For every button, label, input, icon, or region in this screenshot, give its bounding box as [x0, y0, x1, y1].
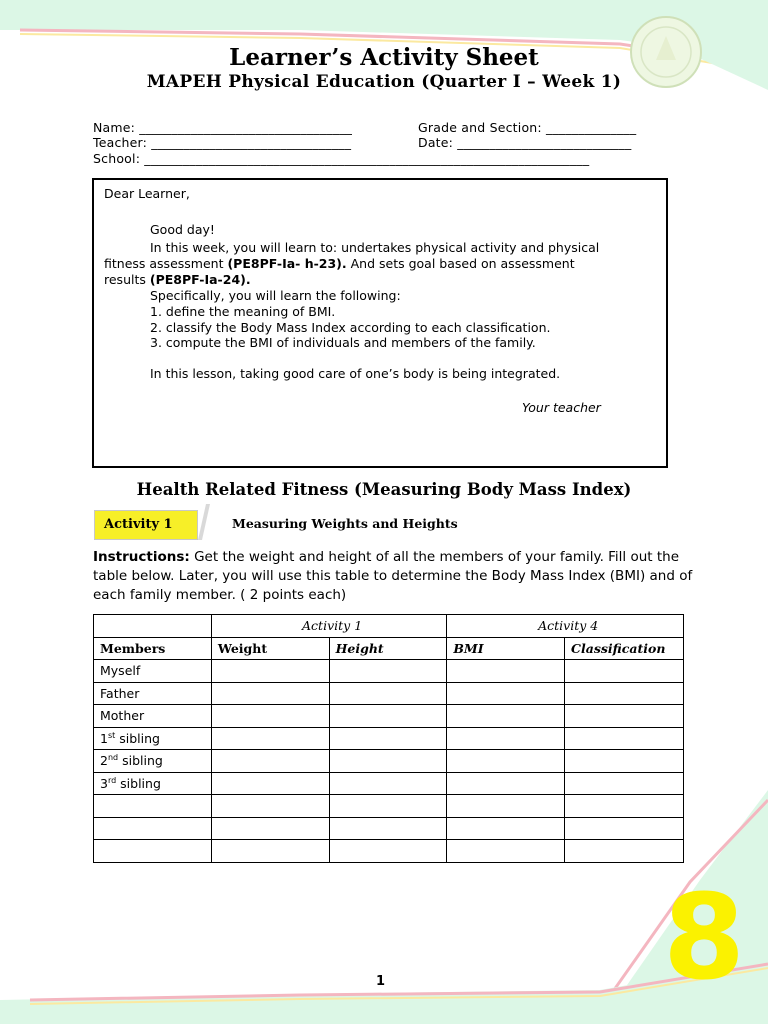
objective-item: 3. compute the BMI of individuals and members of the family.: [150, 335, 536, 350]
height-input-cell[interactable]: [329, 660, 447, 683]
table-row: [94, 660, 684, 683]
section-title: Health Related Fitness (Measuring Body Mass Index): [136, 480, 632, 499]
activity-4-group-header: Activity 4: [447, 615, 684, 638]
weight-input-cell[interactable]: [211, 750, 329, 773]
letter-text: fitness assessment: [104, 256, 228, 271]
classification-input-cell[interactable]: [565, 795, 684, 818]
letter-good-day: Good day!: [150, 222, 215, 237]
weight-input-cell[interactable]: [211, 660, 329, 683]
grade-section-field[interactable]: Grade and Section: ______________: [418, 120, 637, 135]
competency-code: (PE8PF-Ia- h-23).: [227, 256, 347, 271]
height-input-cell[interactable]: [329, 795, 447, 818]
family-measurement-table: [93, 614, 684, 863]
table-row: [94, 705, 684, 728]
ordinal-number: 1: [100, 730, 108, 746]
objective-item: 1. define the meaning of BMI.: [150, 304, 336, 319]
name-field[interactable]: Name: _________________________________: [93, 120, 353, 135]
sibling-label: sibling: [115, 730, 160, 746]
weight-input-cell[interactable]: [211, 795, 329, 818]
classification-column-header: Classification: [565, 637, 684, 660]
letter-intro-line-2: [104, 256, 575, 272]
bmi-input-cell[interactable]: [447, 660, 565, 683]
members-column-header: Members: [94, 637, 212, 660]
table-row: [94, 772, 684, 795]
weight-input-cell[interactable]: [211, 727, 329, 750]
table-row: [94, 727, 684, 750]
letter-intro-line-3: [104, 272, 251, 288]
member-cell: [94, 750, 212, 773]
instructions: [93, 548, 693, 605]
bmi-input-cell[interactable]: [447, 750, 565, 773]
date-field[interactable]: Date: ___________________________: [418, 135, 632, 150]
member-cell: Mother: [94, 705, 212, 728]
page-subtitle: MAPEH Physical Education (Quarter I – Week 1): [146, 72, 622, 92]
ordinal-number: 3: [100, 775, 108, 791]
height-input-cell[interactable]: [329, 840, 447, 863]
bmi-input-cell[interactable]: [447, 705, 565, 728]
instructions-text: Get the weight and height of all the members of your family. Fill out the table below. Later, you will use this table to determine the Body Mass Index (BMI) and of each family member. ( 2 points each): [93, 549, 693, 603]
table-row: [94, 795, 684, 818]
weight-input-cell[interactable]: [211, 682, 329, 705]
sibling-label: sibling: [116, 775, 161, 791]
classification-input-cell[interactable]: [565, 682, 684, 705]
classification-input-cell[interactable]: [565, 660, 684, 683]
sibling-label: sibling: [118, 753, 163, 769]
letter-box: [92, 178, 668, 468]
weight-input-cell[interactable]: [211, 772, 329, 795]
height-column-header: Height: [329, 637, 447, 660]
weight-input-cell[interactable]: [211, 840, 329, 863]
ordinal-suffix: nd: [107, 753, 119, 763]
weight-input-cell[interactable]: [211, 705, 329, 728]
objective-item: 2. classify the Body Mass Index according to each classification.: [150, 320, 551, 335]
bmi-input-cell[interactable]: [447, 817, 565, 840]
member-input-cell[interactable]: [94, 795, 212, 818]
bmi-input-cell[interactable]: [447, 795, 565, 818]
table-row: [94, 817, 684, 840]
table-row: [94, 750, 684, 773]
height-input-cell[interactable]: [329, 682, 447, 705]
bmi-input-cell[interactable]: [447, 840, 565, 863]
ordinal-suffix: rd: [107, 775, 117, 785]
height-input-cell[interactable]: [329, 705, 447, 728]
classification-input-cell[interactable]: [565, 772, 684, 795]
teacher-field[interactable]: Teacher: _______________________________: [93, 135, 352, 150]
letter-intro-line-1: In this week, you will learn to: undertakes physical activity and physical: [150, 240, 600, 255]
weight-column-header: Weight: [211, 637, 329, 660]
classification-input-cell[interactable]: [565, 750, 684, 773]
member-cell: Myself: [94, 660, 212, 683]
activity-badge: Activity 1: [94, 510, 198, 540]
classification-input-cell[interactable]: [565, 727, 684, 750]
table-row: [94, 840, 684, 863]
member-input-cell[interactable]: [94, 840, 212, 863]
letter-text: results: [104, 272, 150, 287]
member-input-cell[interactable]: [94, 817, 212, 840]
competency-code: (PE8PF-Ia-24).: [149, 272, 251, 287]
page-title: Learner’s Activity Sheet: [229, 44, 539, 71]
badge-flag-icon: [196, 502, 212, 542]
activity-title: Measuring Weights and Heights: [232, 516, 458, 531]
height-input-cell[interactable]: [329, 750, 447, 773]
letter-signature: Your teacher: [522, 400, 601, 415]
bmi-column-header: BMI: [447, 637, 565, 660]
page-number: 1: [376, 974, 386, 989]
weight-input-cell[interactable]: [211, 817, 329, 840]
bmi-input-cell[interactable]: [447, 682, 565, 705]
classification-input-cell[interactable]: [565, 840, 684, 863]
bmi-input-cell[interactable]: [447, 772, 565, 795]
member-cell: Father: [94, 682, 212, 705]
classification-input-cell[interactable]: [565, 705, 684, 728]
member-cell: [94, 727, 212, 750]
grade-level-number: 8: [663, 868, 746, 1006]
member-cell: [94, 772, 212, 795]
ordinal-number: 2: [100, 753, 108, 769]
height-input-cell[interactable]: [329, 727, 447, 750]
table-row: [94, 682, 684, 705]
letter-integration: In this lesson, taking good care of one’s body is being integrated.: [150, 366, 561, 381]
table-corner-cell: [94, 615, 212, 638]
bmi-input-cell[interactable]: [447, 727, 565, 750]
school-field[interactable]: School: _____________________________________________________________________: [93, 151, 590, 166]
height-input-cell[interactable]: [329, 772, 447, 795]
letter-text: And sets goal based on assessment: [346, 256, 575, 271]
activity-1-group-header: Activity 1: [211, 615, 447, 638]
letter-specifically: Specifically, you will learn the following:: [150, 288, 401, 303]
ordinal-suffix: st: [107, 730, 116, 740]
height-input-cell[interactable]: [329, 817, 447, 840]
classification-input-cell[interactable]: [565, 817, 684, 840]
letter-greeting: Dear Learner,: [104, 186, 190, 201]
instructions-label: Instructions:: [93, 549, 190, 565]
